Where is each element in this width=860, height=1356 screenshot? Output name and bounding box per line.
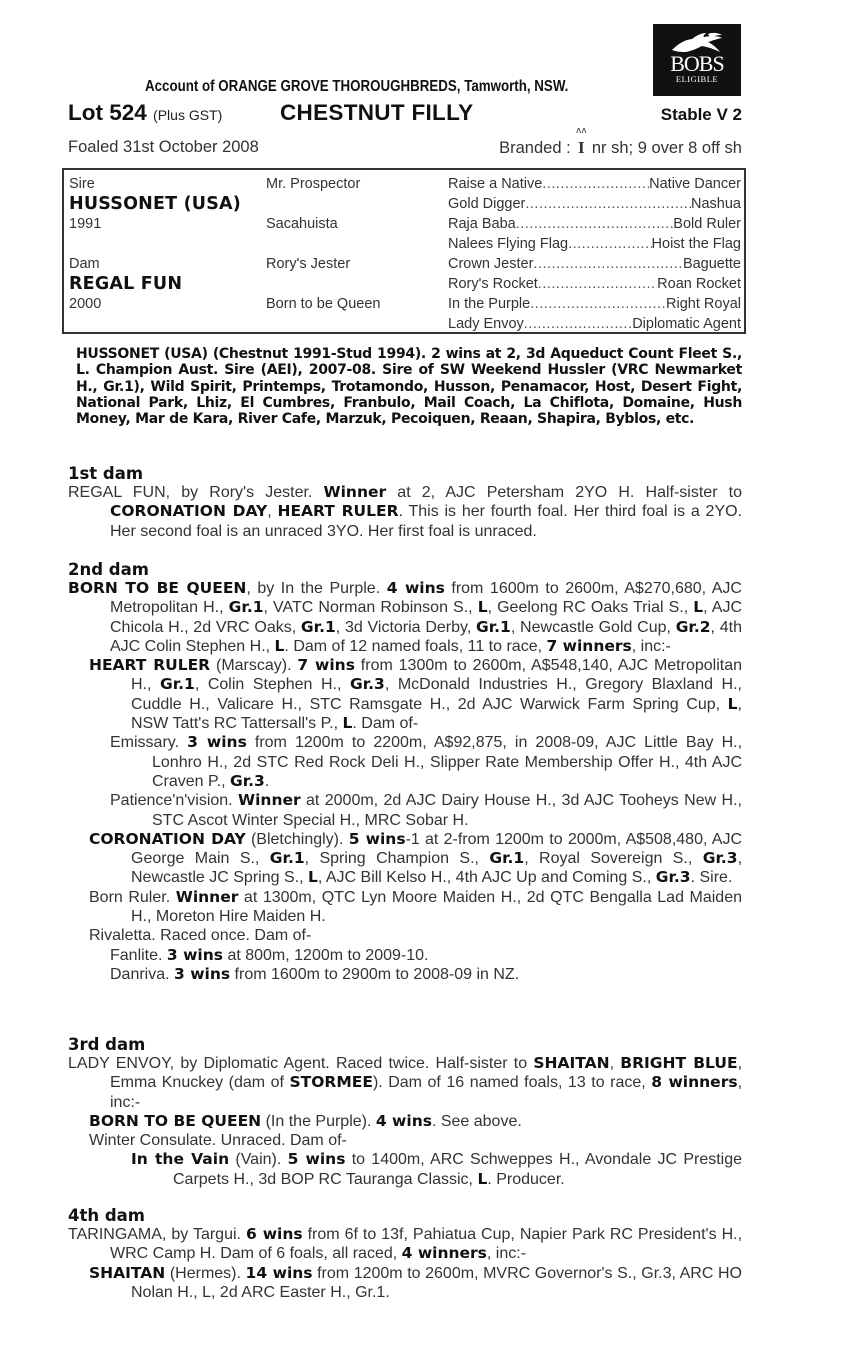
section-heading: 2nd dam bbox=[68, 560, 149, 579]
pedigree-entry: Danriva. 3 wins from 1600m to 2900m to 2008-09 in NZ. bbox=[110, 964, 520, 983]
great-grandparent-row: In the Purple ..... Right Royal bbox=[448, 294, 741, 314]
foaled-date: Foaled 31st October 2008 bbox=[68, 138, 259, 156]
pedigree-entry: In the Vain (Vain). 5 wins to 1400m, ARC Schweppes H., Avondale JC Prestige Carpets H., 3d BOP RC Tauranga Classic, L. Producer. bbox=[131, 1150, 743, 1188]
logo-bobs-text: BOBS bbox=[670, 51, 724, 76]
pedigree-entry: TARINGAMA, by Targui. 6 wins from 6f to 13f, Pahiatua Cup, Napier Park RC President's H., WRC Camp H. Dam of 6 foals, all raced, 4 winners, inc:- bbox=[68, 1225, 743, 1263]
vendor-account: Account of ORANGE GROVE THOROUGHBREDS, Tamworth, NSW. bbox=[145, 78, 569, 95]
great-grandparent-row: Rory's Rocket ..... Roan Rocket bbox=[448, 274, 741, 294]
sire-label: Sire bbox=[69, 176, 95, 192]
great-grandparent-row: Raise a Native ..... Native Dancer bbox=[448, 174, 741, 194]
pedigree-entry: BORN TO BE QUEEN, by In the Purple. 4 wins from 1600m to 2600m, A$270,680, AJC Metropolitan H., Gr.1, VATC Norman Robinson S., L, Geelong RC Oaks Trial S., L, AJC Chicola H., 2d VRC Oaks, Gr.1, 3d Victoria Derby, Gr.1, Newcastle Gold Cup, Gr.2, 4th AJC Colin Stephen H., L. Dam of 12 named foals, 11 to race, 7 winners, inc:- bbox=[68, 579, 743, 655]
branded-label: Branded : bbox=[499, 139, 571, 157]
dam-entries bbox=[68, 1225, 742, 1302]
sire-name: HUSSONET (USA) bbox=[69, 194, 241, 214]
dam-label: Dam bbox=[69, 256, 100, 272]
pedigree-entry: HEART RULER (Marscay). 7 wins from 1300m to 2600m, A$548,140, AJC Metropolitan H., Gr.1, Colin Stephen H., Gr.3, McDonald Industries H., Gregory Blaxland H., Cuddle H., Valicare H., STC Ramsgate H., 2d AJC Warwick Farm Spring Cup, L, NSW Tatt's RC Tattersall's P., L. Dam of- bbox=[89, 656, 743, 733]
section-heading: 1st dam bbox=[68, 464, 144, 483]
section-heading: 4th dam bbox=[68, 1206, 145, 1225]
sex-colour-title: CHESTNUT FILLY bbox=[280, 100, 474, 125]
granddam-maternal: Born to be Queen bbox=[266, 296, 381, 312]
second-dam-section bbox=[68, 560, 742, 984]
grandsire-maternal: Rory's Jester bbox=[266, 256, 351, 272]
pedigree-entry: Winter Consulate. Unraced. Dam of- bbox=[89, 1132, 347, 1150]
pedigree-table bbox=[62, 168, 746, 334]
stable-location: Stable V 2 bbox=[660, 105, 742, 124]
great-grandparent-row: Nalees Flying Flag ..... Hoist the Flag bbox=[448, 234, 741, 254]
pedigree-entry: Rivaletta. Raced once. Dam of- bbox=[89, 927, 312, 945]
first-dam-section bbox=[68, 464, 742, 541]
granddam-paternal: Sacahuista bbox=[266, 216, 338, 232]
logo-eligible-text: ELIGIBLE bbox=[675, 74, 719, 84]
dam-name: REGAL FUN bbox=[69, 274, 183, 294]
lot-gst-note: (Plus GST) bbox=[153, 107, 223, 123]
dam-year: 2000 bbox=[69, 296, 102, 312]
pedigree-entry: Fanlite. 3 wins at 800m, 1200m to 2009-10. bbox=[110, 945, 429, 964]
dam-entries bbox=[68, 483, 742, 541]
pedigree-entry: SHAITAN (Hermes). 14 wins from 1200m to 2600m, MVRC Governor's S., Gr.3, ARC HO Nolan H., L, 2d ARC Easter H., Gr.1. bbox=[89, 1263, 742, 1301]
sire-year: 1991 bbox=[69, 216, 102, 232]
great-grandparent-row: Raja Baba ..... Bold Ruler bbox=[448, 214, 741, 234]
grandsire-paternal: Mr. Prospector bbox=[266, 176, 361, 192]
pedigree-entry: LADY ENVOY, by Diplomatic Agent. Raced twice. Half-sister to SHAITAN, BRIGHT BLUE, Emma Knuckey (dam of STORMEE). Dam of 16 named foals, 13 to race, 8 winners, inc:- bbox=[68, 1054, 743, 1111]
great-grandparent-row: Crown Jester ..... Baguette bbox=[448, 254, 741, 274]
dam-entries bbox=[68, 579, 742, 984]
pedigree-entry: Emissary. 3 wins from 1200m to 2200m, A$92,875, in 2008-09, AJC Little Bay H., Lonhro H., 2d STC Red Rock Deli H., Slipper Rate Membership Offer H., 4th AJC Craven P., Gr.3. bbox=[110, 733, 743, 790]
dam-entries bbox=[68, 1054, 742, 1189]
pedigree-entry: Born Ruler. Winner at 1300m, QTC Lyn Moore Maiden H., 2d QTC Bengalla Lad Maiden H., Moreton Hire Maiden H. bbox=[89, 887, 743, 926]
section-heading: 3rd dam bbox=[68, 1035, 146, 1054]
bobs-eligible-logo bbox=[653, 24, 741, 96]
pedigree-entry: BORN TO BE QUEEN (In the Purple). 4 wins. See above. bbox=[89, 1111, 522, 1130]
pedigree-entry: CORONATION DAY (Bletchingly). 5 wins-1 at 2-from 1200m to 2000m, A$508,480, AJC George Main S., Gr.1, Spring Champion S., Gr.1, Royal Sovereign S., Gr.3, Newcastle JC Spring S., L, AJC Bill Kelso H., 4th AJC Up and Coming S., Gr.3. Sire. bbox=[89, 829, 743, 887]
branded-info bbox=[499, 126, 742, 158]
sire-summary: HUSSONET (USA) (Chestnut 1991-Stud 1994). 2 wins at 2, 3d Aqueduct Count Fleet S., L. Champion Aust. Sire (AEI), 2007-08. Sire of SW Weekend Hussler (VRC Newmarket H., Gr.1), Wild Spirit, Printemps, Trotamondo, Husson, Penamacor, Host, Desert Fight, National Park, Lhiz, El Cumbres, Franbulo, Mail Coach, La Chiflota, Domaine, Hush Money, Mar de Kara, River Cafe, Marzuk, Pecoiquen, Reaan, Shapira, Byblos, etc. bbox=[76, 346, 742, 428]
brand-mark-icon: ᴧᴧ I bbox=[575, 126, 587, 157]
lot-number bbox=[68, 100, 222, 126]
branded-text: nr sh; 9 over 8 off sh bbox=[591, 139, 742, 157]
lot-label: Lot 524 bbox=[68, 100, 147, 125]
third-dam-section bbox=[68, 1035, 742, 1189]
great-grandparent-row: Gold Digger ..... Nashua bbox=[448, 194, 741, 214]
pedigree-entry: Patience'n'vision. Winner at 2000m, 2d AJC Dairy House H., 3d AJC Tooheys New H., STC Ascot Winter Special H., MRC Sobar H. bbox=[110, 791, 743, 829]
pedigree-entry: REGAL FUN, by Rory's Jester. Winner at 2, AJC Petersham 2YO H. Half-sister to CORONATION DAY, HEART RULER. This is her fourth foal. Her third foal is a 2YO. Her second foal is an unraced 3YO. Her first foal is unraced. bbox=[68, 483, 743, 540]
lot-line bbox=[68, 100, 742, 130]
great-grandparent-row: Lady Envoy ..... Diplomatic Agent bbox=[448, 314, 741, 334]
fourth-dam-section bbox=[68, 1206, 742, 1302]
